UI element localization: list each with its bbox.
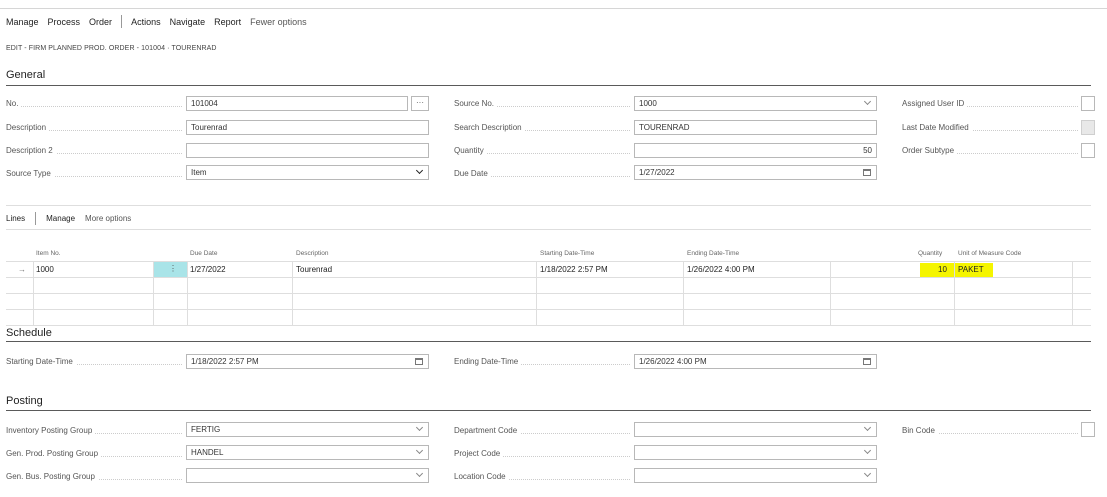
grid-row-line	[6, 325, 1091, 326]
row-item-no[interactable]: 1000	[36, 265, 54, 274]
grid-col-line	[292, 261, 293, 325]
due-date-value: 1/27/2022	[639, 168, 675, 177]
schedule-start-value: 1/18/2022 2:57 PM	[191, 357, 259, 366]
order-subtype-field[interactable]	[1081, 143, 1095, 158]
row-ending-datetime[interactable]: 1/26/2022 4:00 PM	[687, 265, 755, 274]
location-code-select[interactable]	[634, 468, 877, 483]
schedule-end-value: 1/26/2022 4:00 PM	[639, 357, 707, 366]
menu-actions[interactable]: Actions	[131, 16, 161, 27]
menu-process[interactable]: Process	[47, 16, 81, 27]
menu-report[interactable]: Report	[214, 16, 242, 27]
col-description[interactable]: Description	[296, 250, 329, 257]
source-type-value: Item	[191, 168, 207, 177]
section-general-title[interactable]: General	[6, 69, 46, 81]
section-schedule-title[interactable]: Schedule	[6, 327, 52, 339]
source-type-select[interactable]	[186, 165, 429, 180]
no-assist-button[interactable]: ···	[411, 96, 429, 111]
order-subtype-label: Order Subtype	[902, 146, 1078, 155]
col-uom[interactable]: Unit of Measure Code	[958, 250, 1022, 257]
lines-toolbar-separator	[35, 212, 36, 225]
no-label: No.	[6, 99, 182, 108]
source-type-label: Source Type	[6, 169, 182, 178]
calendar-icon[interactable]	[863, 169, 871, 176]
gen-prod-posting-group-value: HANDEL	[191, 448, 224, 457]
search-description-field[interactable]: TOURENRAD	[634, 120, 877, 135]
location-code-label: Location Code	[454, 472, 630, 481]
col-quantity[interactable]: Quantity	[918, 250, 943, 257]
grid-col-line	[1072, 261, 1073, 325]
quantity-label: Quantity	[454, 146, 630, 155]
gen-bus-posting-group-label: Gen. Bus. Posting Group	[6, 472, 182, 481]
schedule-start-label: Starting Date-Time	[6, 357, 182, 366]
col-due-date[interactable]: Due Date	[190, 250, 218, 257]
last-date-modified-field	[1081, 120, 1095, 135]
menu-separator	[121, 15, 122, 28]
grid-row-line	[6, 309, 1091, 310]
description2-field[interactable]	[186, 143, 429, 158]
row-starting-datetime[interactable]: 1/18/2022 2:57 PM	[540, 265, 608, 274]
due-date-field[interactable]	[634, 165, 877, 180]
gen-bus-posting-group-select[interactable]	[186, 468, 429, 483]
section-posting-divider	[6, 410, 1091, 411]
assigned-user-label: Assigned User ID	[902, 99, 1078, 108]
fewer-options-link[interactable]: Fewer options	[250, 16, 307, 27]
col-item-no[interactable]: Item No.	[36, 250, 61, 257]
description-label: Description	[6, 123, 182, 132]
quantity-highlight	[920, 263, 954, 277]
menu-order[interactable]: Order	[89, 16, 113, 27]
assigned-user-field[interactable]	[1081, 96, 1095, 111]
inv-posting-group-value: FERTIG	[191, 425, 221, 434]
col-starting-datetime[interactable]: Starting Date-Time	[540, 250, 595, 257]
gen-prod-posting-group-label: Gen. Prod. Posting Group	[6, 449, 182, 458]
action-bar	[6, 15, 316, 28]
inv-posting-group-label: Inventory Posting Group	[6, 426, 182, 435]
department-code-label: Department Code	[454, 426, 630, 435]
section-schedule-divider	[6, 341, 1091, 342]
grid-col-line	[33, 261, 34, 325]
row-menu-button[interactable]	[154, 262, 187, 277]
top-divider	[0, 8, 1107, 9]
section-posting-title[interactable]: Posting	[6, 395, 43, 407]
row-uom[interactable]: PAKET	[958, 265, 984, 274]
search-description-label: Search Description	[454, 123, 630, 132]
gen-prod-posting-group-select[interactable]	[186, 445, 429, 460]
calendar-icon[interactable]	[415, 358, 423, 365]
quantity-field[interactable]: 50	[634, 143, 877, 158]
bin-code-field[interactable]	[1081, 422, 1095, 437]
chevron-down-icon	[416, 447, 423, 454]
no-field[interactable]: 101004	[186, 96, 408, 111]
lines-toolbar	[6, 212, 141, 225]
lines-toolbar-divider	[6, 229, 1091, 230]
ellipsis-vertical-icon: ⋮	[169, 264, 177, 273]
project-code-label: Project Code	[454, 449, 630, 458]
project-code-select[interactable]	[634, 445, 877, 460]
chevron-down-icon	[416, 470, 423, 477]
chevron-down-icon	[416, 424, 423, 431]
last-date-modified-label: Last Date Modified	[902, 123, 1078, 132]
due-date-label: Due Date	[454, 169, 630, 178]
menu-navigate[interactable]: Navigate	[169, 16, 206, 27]
menu-manage[interactable]: Manage	[6, 16, 39, 27]
col-ending-datetime[interactable]: Ending Date-Time	[687, 250, 740, 257]
calendar-icon[interactable]	[863, 358, 871, 365]
chevron-down-icon	[864, 470, 871, 477]
description2-label: Description 2	[6, 146, 182, 155]
source-no-value: 1000	[639, 99, 657, 108]
description-field[interactable]: Tourenrad	[186, 120, 429, 135]
chevron-down-icon	[864, 424, 871, 431]
row-quantity[interactable]: 10	[938, 265, 947, 274]
chevron-down-icon	[864, 447, 871, 454]
chevron-down-icon	[416, 167, 423, 174]
grid-row-line	[6, 277, 1091, 278]
source-no-label: Source No.	[454, 99, 630, 108]
grid-col-line	[830, 261, 831, 325]
schedule-end-label: Ending Date-Time	[454, 357, 630, 366]
lines-more-options-button[interactable]: More options	[85, 214, 132, 223]
row-due-date[interactable]: 1/27/2022	[190, 265, 226, 274]
row-description[interactable]: Tourenrad	[296, 265, 333, 274]
grid-col-line	[683, 261, 684, 325]
chevron-down-icon	[864, 98, 871, 105]
page-title: EDIT - FIRM PLANNED PROD. ORDER - 101004 · TOURENRAD	[6, 45, 217, 52]
inv-posting-group-select[interactable]	[186, 422, 429, 437]
lines-manage-button[interactable]: Manage	[46, 214, 76, 223]
department-code-select[interactable]	[634, 422, 877, 437]
bin-code-label: Bin Code	[902, 426, 1078, 435]
grid-col-line	[536, 261, 537, 325]
tab-lines[interactable]: Lines	[6, 214, 26, 223]
section-general-divider	[6, 85, 1091, 86]
source-no-select[interactable]	[634, 96, 877, 111]
row-arrow-icon: →	[18, 265, 26, 274]
schedule-end-field[interactable]	[634, 354, 877, 369]
lines-top-divider	[6, 205, 1091, 206]
grid-row-line	[6, 293, 1091, 294]
grid-col-line	[187, 261, 188, 325]
schedule-start-field[interactable]	[186, 354, 429, 369]
